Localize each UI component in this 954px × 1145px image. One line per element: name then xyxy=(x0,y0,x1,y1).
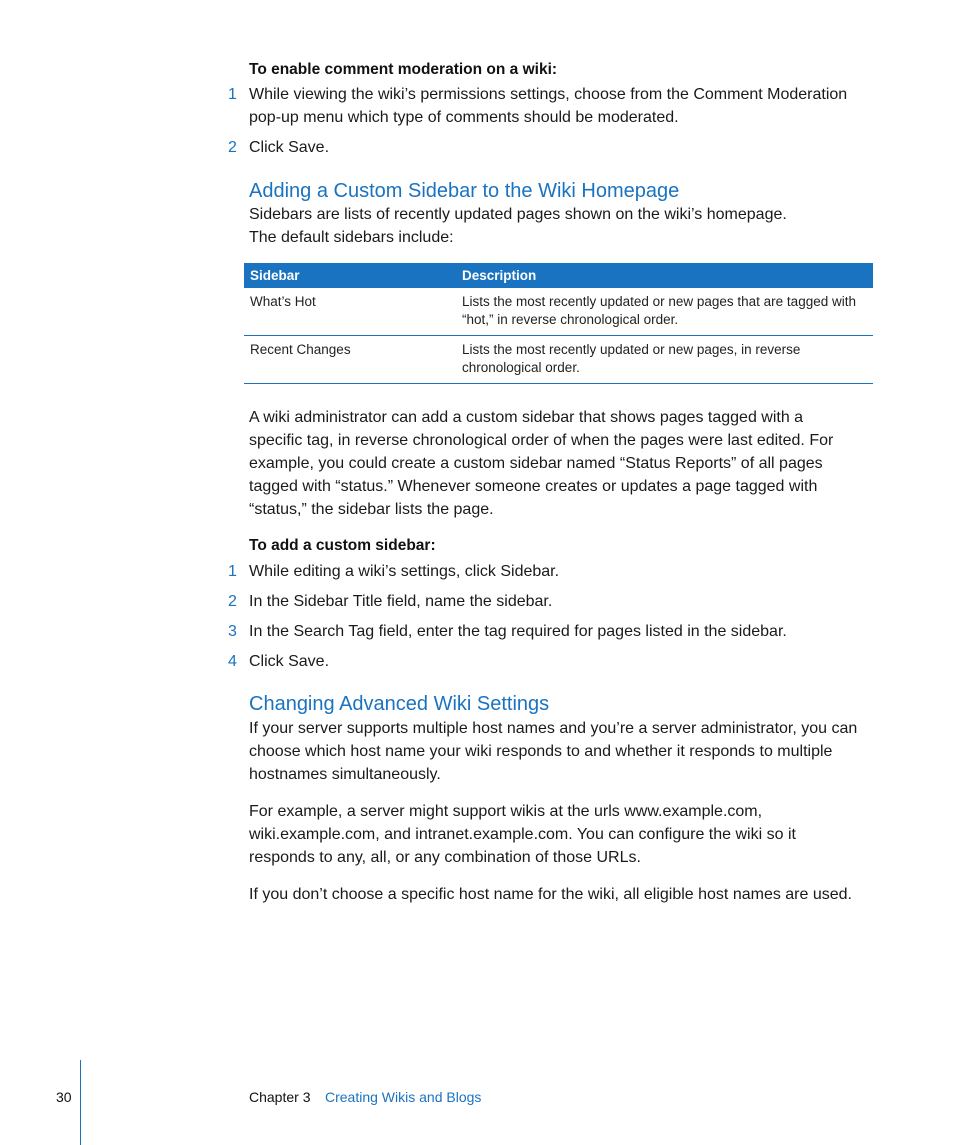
step-text: While editing a wiki’s settings, click Sidebar. xyxy=(249,563,560,580)
step-text: Click Save. xyxy=(249,653,330,670)
custom-sidebar-body: A wiki administrator can add a custom sidebar that shows pages tagged with a specific tag, in reverse chronological order of when the pages were last edited. For example, you could create a custom sidebar named “Status Reports” of all pages tagged with “status.” Whenever someone creates or updates a page tagged with “status,” the sidebar lists the page. xyxy=(249,409,834,518)
footer-chapter-title: Creating Wikis and Blogs xyxy=(325,1089,482,1105)
table-cell-description: Lists the most recently updated or new pages, in reverse chronological order. xyxy=(456,336,873,384)
step-text: In the Sidebar Title field, name the sidebar. xyxy=(249,593,553,610)
table-header-sidebar: Sidebar xyxy=(244,263,456,288)
sidebar-intro: Sidebars are lists of recently updated pages shown on the wiki’s homepage. The default sidebars include: xyxy=(249,206,787,246)
table-row xyxy=(244,336,873,384)
step-number: 1 xyxy=(228,563,237,580)
section-heading-custom-sidebar: Adding a Custom Sidebar to the Wiki Homepage xyxy=(249,180,680,202)
step-text: Click Save. xyxy=(249,139,330,156)
table-row xyxy=(244,288,873,336)
advanced-para-3: If you don’t choose a specific host name for the wiki, all eligible host names are used. xyxy=(249,886,852,903)
step-text: In the Search Tag field, enter the tag required for pages listed in the sidebar. xyxy=(249,623,787,640)
advanced-para-2: For example, a server might support wikis at the urls www.example.com, wiki.example.com, and intranet.example.com. You can configure the wiki so it responds to any, all, or any combination of those URLs. xyxy=(249,803,796,866)
table-header-description: Description xyxy=(456,263,873,288)
step-number: 4 xyxy=(228,653,237,670)
table-header-row xyxy=(244,263,873,288)
advanced-para-1: If your server supports multiple host names and you’re a server administrator, you can choose which host name your wiki responds to and whether it responds to multiple hostnames simultaneously. xyxy=(249,720,858,783)
table-cell-sidebar: Recent Changes xyxy=(244,336,456,384)
step-number: 3 xyxy=(228,623,237,640)
step-number: 2 xyxy=(228,139,237,156)
section-heading-advanced-settings: Changing Advanced Wiki Settings xyxy=(249,693,550,715)
footer-chapter: Chapter 3 xyxy=(249,1089,311,1105)
step-text: While viewing the wiki’s permissions settings, choose from the Comment Moderation pop-up menu which type of comments should be moderated. xyxy=(249,86,848,126)
footer-divider xyxy=(80,1060,81,1145)
sidebar-table xyxy=(244,263,873,384)
step-number: 1 xyxy=(228,86,237,103)
step-number: 2 xyxy=(228,593,237,610)
task-title-add-sidebar: To add a custom sidebar: xyxy=(249,537,436,554)
task-title-comment-moderation: To enable comment moderation on a wiki: xyxy=(249,61,558,78)
table-cell-sidebar: What’s Hot xyxy=(244,288,456,336)
page-number: 30 xyxy=(56,1089,72,1105)
table-cell-description: Lists the most recently updated or new pages that are tagged with “hot,” in reverse chronological order. xyxy=(456,288,873,336)
